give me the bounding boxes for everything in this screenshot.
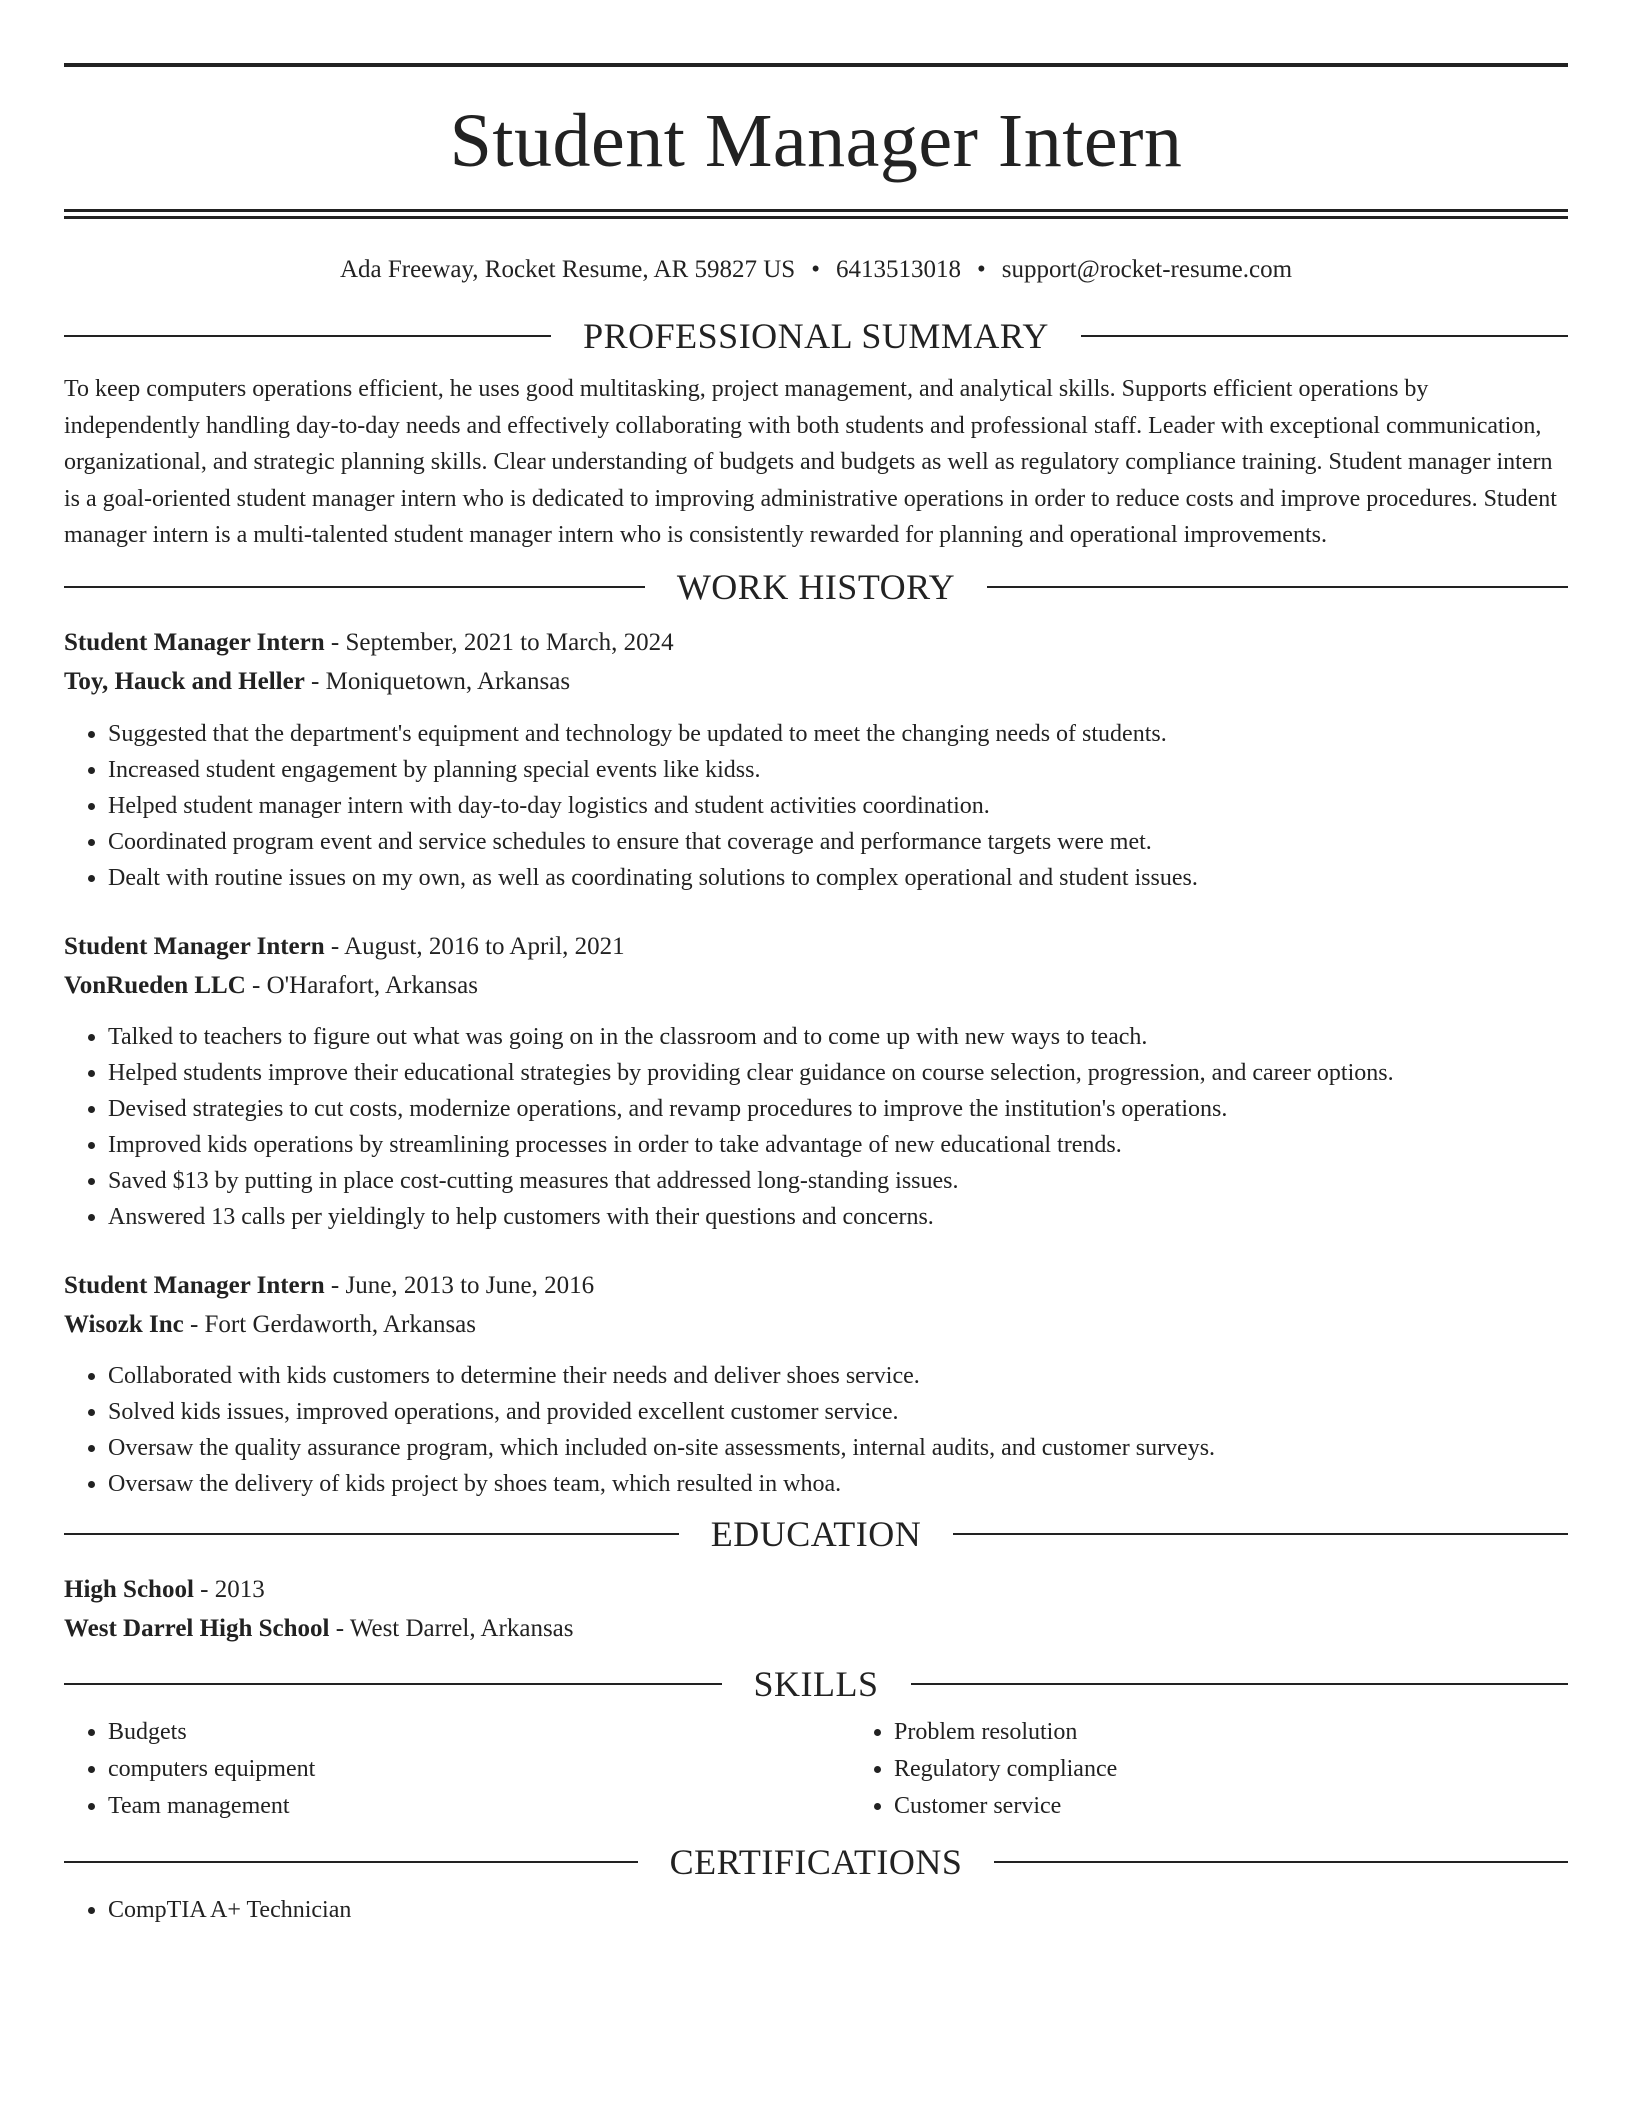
skills-column-left [64, 1714, 850, 1825]
job-company-line [64, 1305, 1568, 1344]
section-rule [994, 1861, 1568, 1863]
section-header-certifications [64, 1842, 1568, 1882]
contact-address: Ada Freeway, Rocket Resume, AR 59827 US [339, 256, 796, 283]
section-rule [1081, 335, 1568, 337]
list-item: • computers equipment [108, 1751, 850, 1788]
job-company: Toy, Hauck and Heller [64, 667, 305, 695]
list-item: • CompTIA A+ Technician [108, 1892, 1568, 1928]
skills-list [64, 1714, 1568, 1825]
job-company: VonRueden LLC [64, 971, 246, 999]
education-school-line [64, 1609, 1568, 1648]
job-dates: - September, 2021 to March, 2024 [324, 628, 674, 656]
list-item: • Improved kids operations by streamlining processes in order to take advantage of new educational trends. [108, 1127, 1568, 1163]
contact-line [64, 254, 1568, 286]
list-item: • Talked to teachers to figure out what was going on in the classroom and to come up with new ways to teach. [108, 1019, 1568, 1055]
job-bullets [64, 1358, 1568, 1502]
list-item: • Helped student manager intern with day-to-day logistics and student activities coordination. [108, 788, 1568, 824]
contact-separator: • [976, 256, 986, 283]
certifications-list [64, 1892, 1568, 1928]
list-item: • Solved kids issues, improved operations, and provided excellent customer service. [108, 1394, 1568, 1430]
list-item: • Increased student engagement by planning special events like kidss. [108, 752, 1568, 788]
list-item: • Oversaw the quality assurance program, which included on-site assessments, internal audits, and customer surveys. [108, 1430, 1568, 1466]
list-item: • Problem resolution [894, 1714, 1632, 1751]
list-item: • Customer service [894, 1788, 1632, 1825]
section-rule [64, 1533, 679, 1535]
contact-email[interactable]: support@rocket-resume.com [1001, 256, 1293, 283]
section-rule [64, 1683, 722, 1685]
top-rule [64, 63, 1568, 67]
job-location: - Moniquetown, Arkansas [304, 667, 571, 695]
title-double-rule [64, 209, 1568, 219]
list-item: • Saved $13 by putting in place cost-cutting measures that addressed long-standing issues. [108, 1163, 1568, 1199]
job-title-line [64, 927, 1568, 966]
job-bullets [64, 1019, 1568, 1235]
job-entry [64, 623, 1568, 896]
section-title-summary: PROFESSIONAL SUMMARY [583, 316, 1049, 356]
list-item: • Team management [108, 1788, 850, 1825]
section-header-work [64, 567, 1568, 607]
job-title: Student Manager Intern [64, 1271, 325, 1299]
job-dates: - August, 2016 to April, 2021 [324, 932, 625, 960]
job-dates: - June, 2013 to June, 2016 [324, 1271, 595, 1299]
education-entry [64, 1570, 1568, 1648]
list-item: • Budgets [108, 1714, 850, 1751]
job-location: - Fort Gerdaworth, Arkansas [183, 1310, 477, 1338]
section-rule [64, 1861, 638, 1863]
list-item: • Dealt with routine issues on my own, as well as coordinating solutions to complex operational and student issues. [108, 860, 1568, 896]
education-location: - West Darrel, Arkansas [329, 1614, 574, 1642]
job-company-line [64, 662, 1568, 701]
section-title-skills: SKILLS [753, 1663, 879, 1704]
job-title-line [64, 1266, 1568, 1305]
section-header-education [64, 1514, 1568, 1554]
section-rule [64, 586, 645, 588]
job-bullets [64, 716, 1568, 896]
job-entry [64, 1266, 1568, 1502]
section-rule [64, 335, 551, 337]
resume-title: Student Manager Intern [449, 99, 1183, 183]
list-item: • Coordinated program event and service schedules to ensure that coverage and performance targets were met. [108, 824, 1568, 860]
job-company-line [64, 966, 1568, 1005]
skills-column-right [850, 1714, 1632, 1825]
education-degree-line [64, 1570, 1568, 1609]
job-title: Student Manager Intern [64, 628, 325, 656]
list-item: • Helped students improve their educational strategies by providing clear guidance on course selection, progression, and career options. [108, 1055, 1568, 1091]
contact-separator: • [811, 256, 820, 283]
education-year: - 2013 [193, 1575, 265, 1603]
section-header-skills [64, 1664, 1568, 1704]
education-degree: High School [64, 1575, 194, 1603]
list-item: • Collaborated with kids customers to determine their needs and deliver shoes service. [108, 1358, 1568, 1394]
summary-text: To keep computers operations efficient, he uses good multitasking, project management, and analytical skills. Supports efficient operations by independently handling day-to-day needs and effectively collaborating with both students and professional staff. Leader with exceptional communication, organizational, and strategic planning skills. Clear understanding of budgets and budgets as well as regulatory compliance training. Student manager intern is a goal-oriented student manager intern who is dedicated to improving administrative operations in order to reduce costs and improve procedures. Student manager intern is a multi-talented student manager intern who is consistently rewarded for planning and operational improvements. [64, 376, 1557, 548]
contact-phone: 6413513018 [835, 256, 961, 283]
list-item: • Answered 13 calls per yieldingly to help customers with their questions and concerns. [108, 1199, 1568, 1235]
job-title: Student Manager Intern [64, 932, 325, 960]
resume-page [64, 0, 1568, 1928]
education-school: West Darrel High School [64, 1614, 330, 1642]
list-item: • Oversaw the delivery of kids project by shoes team, which resulted in whoa. [108, 1466, 1568, 1502]
section-rule [911, 1683, 1569, 1685]
job-location: - O'Harafort, Arkansas [245, 971, 478, 999]
job-entry [64, 927, 1568, 1235]
list-item: • Devised strategies to cut costs, modernize operations, and revamp procedures to improve the institution's operations. [108, 1091, 1568, 1127]
list-item: • Suggested that the department's equipment and technology be updated to meet the changing needs of students. [108, 716, 1568, 752]
section-rule [987, 586, 1568, 588]
section-title-work: WORK HISTORY [676, 566, 956, 607]
section-title-certifications: CERTIFICATIONS [669, 1841, 963, 1882]
list-item: • Regulatory compliance [894, 1751, 1632, 1788]
section-header-summary [64, 316, 1568, 356]
section-rule [953, 1533, 1568, 1535]
section-title-education: EDUCATION [710, 1513, 922, 1554]
job-company: Wisozk Inc [64, 1310, 184, 1338]
job-title-line [64, 623, 1568, 662]
